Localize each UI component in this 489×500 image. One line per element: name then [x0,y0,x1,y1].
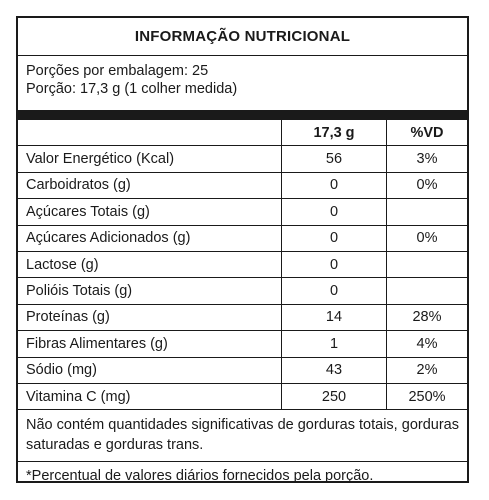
amount-column-header: 17,3 g [282,120,387,145]
nutrient-vd: 0% [416,177,438,194]
nutrient-amount: 0 [282,173,387,198]
nutrient-amount: 0 [282,278,387,303]
serving-size: Porção: 17,3 g (1 colher medida) [26,81,238,97]
nutrient-vd: 3% [416,151,438,168]
table-row [18,305,467,331]
table-row [18,146,467,172]
nutrient-amount: 250 [282,384,387,409]
servings-info [18,56,467,110]
nutrient-rows [18,146,467,410]
table-row [18,252,467,278]
table-row [18,199,467,225]
servings-per-package: Porções por embalagem: 25 [26,63,209,79]
nutrient-name: Sódio (mg) [18,358,282,383]
nutrient-vd [387,278,467,303]
nutrient-vd [387,252,467,277]
insignificant-amounts-note: Não contém quantidades significativas de gorduras totais, gorduras saturadas e gorduras trans. [18,410,467,462]
nutrient-name: Fibras Alimentares (g) [18,331,282,356]
nutrient-name: Valor Energético (Kcal) [18,146,282,171]
nutrient-amount: 0 [282,226,387,251]
nutrient-name: Açúcares Totais (g) [18,199,282,224]
nutrient-vd: 0% [416,230,438,247]
nutrient-vd [387,199,467,224]
vd-column-header: %VD [410,124,444,141]
nutrient-name: Proteínas (g) [18,305,282,330]
nutrient-vd: 250% [408,388,446,405]
nutrient-vd: 2% [416,362,438,379]
table-row [18,358,467,384]
table-row [18,384,467,410]
nutrient-amount: 1 [282,331,387,356]
table-header-row [18,120,467,146]
nutrient-amount: 14 [282,305,387,330]
nutrient-amount: 0 [282,252,387,277]
nutrient-name: Carboidratos (g) [18,173,282,198]
header-empty-cell [18,120,282,145]
nutrient-name: Açúcares Adicionados (g) [18,226,282,251]
table-row [18,331,467,357]
table-row [18,173,467,199]
nutrient-vd: 4% [416,335,438,352]
nutrient-amount: 0 [282,199,387,224]
nutrient-name: Lactose (g) [18,252,282,277]
daily-values-footnote: *Percentual de valores diários fornecidos pela porção. [26,468,374,485]
nutrient-amount: 43 [282,358,387,383]
nutrient-name: Vitamina C (mg) [18,384,282,409]
nutrient-amount: 56 [282,146,387,171]
nutrient-name: Polióis Totais (g) [18,278,282,303]
table-row [18,278,467,304]
nutrition-title: INFORMAÇÃO NUTRICIONAL [18,18,467,56]
nutrition-facts-panel [16,16,469,483]
table-row [18,226,467,252]
nutrient-vd: 28% [412,309,442,326]
thick-divider [18,110,467,120]
